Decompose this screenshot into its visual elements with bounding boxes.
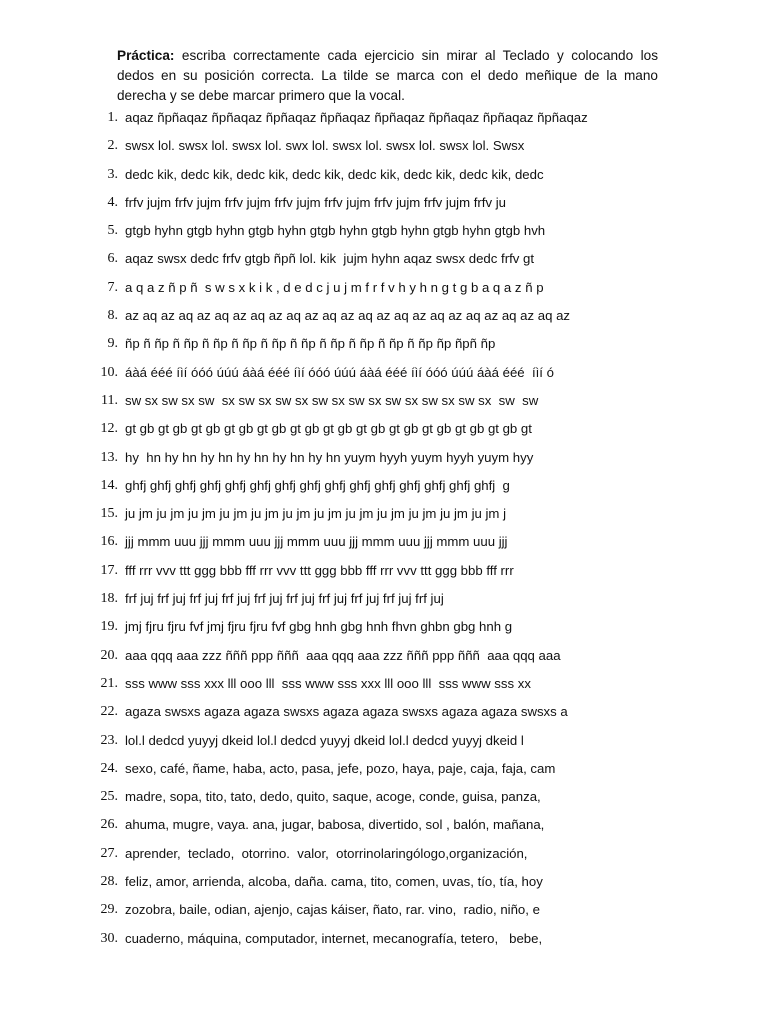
exercise-number: 24. [100,760,118,776]
exercise-item [0,444,768,472]
exercise-text: jjj mmm uuu jjj mmm uuu jjj mmm uuu jjj mmm uuu jjj mmm uuu jjj [125,534,508,550]
exercise-item [0,104,768,132]
exercise-number: 16. [100,534,118,550]
exercise-number: 15. [100,506,118,522]
exercise-item [0,840,768,868]
exercise-text: swsx lol. swsx lol. swsx lol. swx lol. swsx lol. swsx lol. swsx lol. Swsx [125,138,525,154]
exercise-text: frfv jujm frfv jujm frfv jujm frfv jujm frfv jujm frfv jujm frfv jujm frfv ju [125,194,506,210]
exercise-item [0,528,768,556]
exercise-item [0,585,768,613]
exercise-list [0,104,768,953]
exercise-text: az aq az aq az aq az aq az aq az aq az aq az aq az aq az aq az aq az aq az [125,308,571,324]
exercise-number: 23. [100,732,118,748]
exercise-item [0,868,768,896]
exercise-number: 6. [107,251,118,267]
exercise-number: 8. [107,308,118,324]
instructions-text: escriba correctamente cada ejercicio sin mirar al Teclado y colocando los dedos en su posición correcta. La tilde se marca con el dedo meñique de la mano derecha y se debe marcar primero que la vocal. [117,47,658,103]
exercise-text: cuaderno, máquina, computador, internet, mecanografía, tetero, bebe, [125,930,543,946]
exercise-text: sw sx sw sx sw sx sw sx sw sx sw sx sw sx sw sx sw sx sw sx sw sw [125,392,539,408]
exercise-number: 2. [107,138,118,154]
exercise-number: 13. [100,449,118,465]
exercise-item [0,613,768,641]
exercise-item [0,472,768,500]
exercise-number: 14. [100,477,118,493]
exercise-item [0,896,768,924]
exercise-text: aqaz swsx dedc frfv gtgb ñpñ lol. kik jujm hyhn aqaz swsx dedc frfv gt [125,251,534,267]
exercise-item [0,557,768,585]
exercise-item [0,387,768,415]
exercise-item [0,359,768,387]
exercise-item [0,698,768,726]
exercise-item [0,161,768,189]
exercise-text: sss www sss xxx lll ooo lll sss www sss xxx lll ooo lll sss www sss xx [125,675,531,691]
exercise-text: ñp ñ ñp ñ ñp ñ ñp ñ ñp ñ ñp ñ ñp ñ ñp ñ ñp ñ ñp ñ ñp ñp ñpñ ñp [125,336,496,352]
exercise-text: frf juj frf juj frf juj frf juj frf juj frf juj frf juj frf juj frf juj frf juj [125,591,444,607]
exercise-item [0,302,768,330]
exercise-item [0,670,768,698]
exercise-number: 25. [100,789,118,805]
exercise-number: 11. [101,392,118,408]
exercise-text: aaa qqq aaa zzz ñññ ppp ñññ aaa qqq aaa zzz ñññ ppp ñññ aaa qqq aaa [125,647,561,663]
exercise-text: ju jm ju jm ju jm ju jm ju jm ju jm ju jm ju jm ju jm ju jm ju jm ju jm j [125,506,507,522]
exercise-item [0,245,768,273]
exercise-number: 4. [107,194,118,210]
exercise-number: 18. [100,591,118,607]
exercise-text: sexo, café, ñame, haba, acto, pasa, jefe, pozo, haya, paje, caja, faja, cam [125,760,556,776]
exercise-number: 12. [100,421,118,437]
exercise-number: 19. [100,619,118,635]
exercise-item [0,132,768,160]
exercise-item [0,415,768,443]
exercise-number: 5. [107,223,118,239]
exercise-number: 27. [100,845,118,861]
exercise-text: a q a z ñ p ñ s w s x k i k , d e d c j u j m f r f v h y h n g t g b a q a z ñ p [125,279,544,295]
exercise-number: 7. [107,279,118,295]
instructions-label: Práctica: [117,47,175,63]
exercise-text: ahuma, mugre, vaya. ana, jugar, babosa, divertido, sol , balón, mañana, [125,817,545,833]
exercise-item [0,217,768,245]
exercise-text: gtgb hyhn gtgb hyhn gtgb hyhn gtgb hyhn gtgb hyhn gtgb hyhn gtgb hvh [125,223,546,239]
exercise-item [0,189,768,217]
exercise-item [0,500,768,528]
exercise-text: gt gb gt gb gt gb gt gb gt gb gt gb gt gb gt gb gt gb gt gb gt gb gt gb gt [125,421,532,437]
exercise-item [0,925,768,953]
exercise-number: 9. [107,336,118,352]
exercise-number: 28. [100,874,118,890]
exercise-text: jmj fjru fjru fvf jmj fjru fjru fvf gbg hnh gbg hnh fhvn ghbn gbg hnh g [125,619,513,635]
exercise-text: áàá ééé íìí óóó úúú áàá ééé íìí óóó úúú áàá ééé íìí óóó úúú áàá ééé íìí ó [125,364,554,380]
exercise-text: ghfj ghfj ghfj ghfj ghfj ghfj ghfj ghfj ghfj ghfj ghfj ghfj ghfj ghfj ghfj g [125,477,510,493]
exercise-number: 29. [100,902,118,918]
exercise-text: feliz, amor, arrienda, alcoba, daña. cama, tito, comen, uvas, tío, tía, hoy [125,874,543,890]
exercise-text: dedc kik, dedc kik, dedc kik, dedc kik, dedc kik, dedc kik, dedc kik, dedc [125,166,544,182]
exercise-text: zozobra, baile, odian, ajenjo, cajas káiser, ñato, rar. vino, radio, niño, e [125,902,540,918]
exercise-number: 22. [100,704,118,720]
exercise-number: 1. [107,110,118,125]
exercise-text: aqaz ñpñaqaz ñpñaqaz ñpñaqaz ñpñaqaz ñpñaqaz ñpñaqaz ñpñaqaz ñpñaqaz [125,110,588,125]
exercise-item [0,642,768,670]
exercise-item [0,330,768,358]
exercise-item [0,274,768,302]
exercise-text: hy hn hy hn hy hn hy hn hy hn hy hn yuym hyyh yuym hyyh yuym hyy [125,449,534,465]
exercise-number: 3. [107,166,118,182]
exercise-item [0,783,768,811]
exercise-number: 20. [100,647,118,663]
exercise-number: 10. [100,364,118,380]
exercise-number: 30. [100,930,118,946]
exercise-number: 17. [100,562,118,578]
exercise-number: 26. [100,817,118,833]
exercise-text: lol.l dedcd yuyyj dkeid lol.l dedcd yuyyj dkeid lol.l dedcd yuyyj dkeid l [125,732,524,748]
exercise-number: 21. [100,675,118,691]
exercise-text: fff rrr vvv ttt ggg bbb fff rrr vvv ttt ggg bbb fff rrr vvv ttt ggg bbb fff rrr [125,562,514,578]
exercise-text: aprender, teclado, otorrino. valor, otorrinolaringólogo,organización, [125,845,528,861]
exercise-text: madre, sopa, tito, tato, dedo, quito, saque, acoge, conde, guisa, panza, [125,789,541,805]
exercise-text: agaza swsxs agaza agaza swsxs agaza agaza swsxs agaza agaza swsxs a [125,704,568,720]
exercise-item [0,811,768,839]
instructions-paragraph [117,46,658,106]
exercise-item [0,755,768,783]
exercise-item [0,727,768,755]
